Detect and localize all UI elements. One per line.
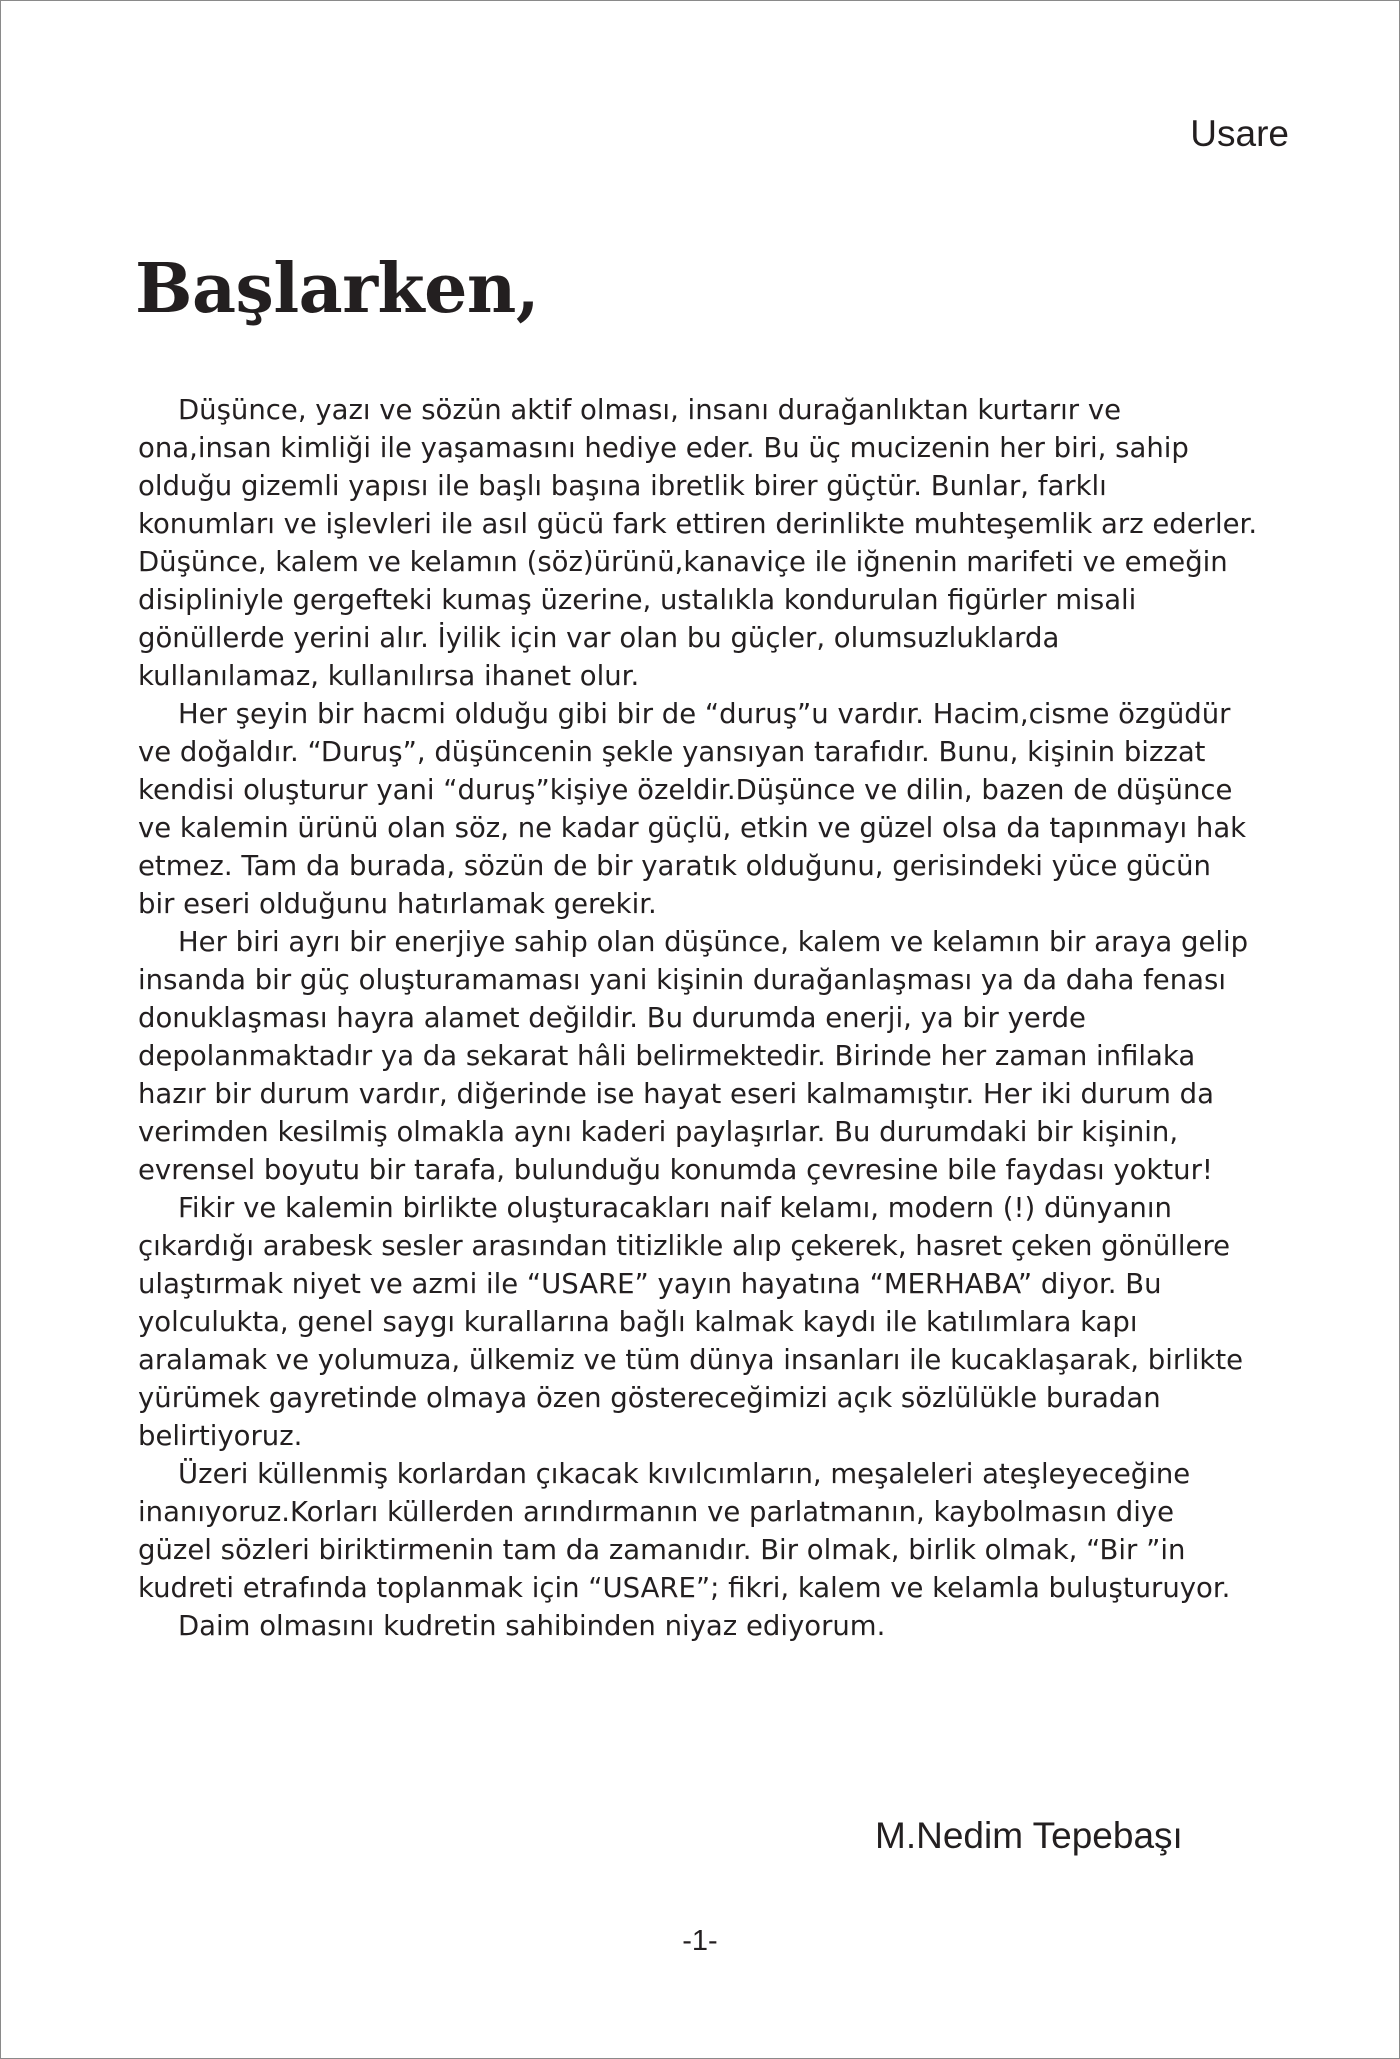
text-line: aralamak ve yolumuza, ülkemiz ve tüm dünya insanları ile kucaklaşarak, birlikte: [138, 1344, 1244, 1376]
text-line: Her biri ayrı bir enerjiye sahip olan düşünce, kalem ve kelamın bir araya gelip: [178, 926, 1249, 958]
text-line: etmez. Tam da burada, sözün de bir yaratık olduğunu, gerisindeki yüce gücün: [138, 850, 1211, 882]
author-signature: M.Nedim Tepebaşı: [875, 1815, 1183, 1856]
text-line: verimden kesilmiş olmakla aynı kaderi paylaşırlar. Bu durumdaki bir kişinin,: [138, 1116, 1179, 1148]
text-line: ve doğaldır. “Duruş”, düşüncenin şekle yansıyan tarafıdır. Bunu, kişinin bizzat: [138, 736, 1206, 768]
text-line: yolculukta, genel saygı kurallarına bağlı kalmak kaydı ile katılımlara kapı: [138, 1306, 1138, 1338]
text-line: kudreti etrafında toplanmak için “USARE”; fikri, kalem ve kelamla buluşturuyor.: [138, 1572, 1231, 1604]
text-line: disipliniyle gergefteki kumaş üzerine, ustalıkla kondurulan figürler misali: [138, 584, 1137, 616]
text-line: Her şeyin bir hacmi olduğu gibi bir de “duruş”u vardır. Hacim,cisme özgüdür: [178, 698, 1231, 730]
text-line: evrensel boyutu bir tarafa, bulunduğu konumda çevresine bile faydası yoktur!: [138, 1154, 1213, 1186]
text-line: gönüllerde yerini alır. İyilik için var olan bu güçler, olumsuzluklarda: [138, 622, 1060, 654]
text-line: güzel sözleri biriktirmenin tam da zamanıdır. Bir olmak, birlik olmak, “Bir ”in: [138, 1534, 1186, 1566]
text-line: belirtiyoruz.: [138, 1420, 303, 1452]
text-line: Üzeri küllenmiş korlardan çıkacak kıvılcımların, meşaleleri ateşleyeceğine: [178, 1458, 1191, 1490]
text-line: donuklaşması hayra alamet değildir. Bu durumda enerji, ya bir yerde: [138, 1002, 1086, 1034]
text-line: kendisi oluşturur yani “duruş”kişiye özeldir.Düşünce ve dilin, bazen de düşünce: [138, 774, 1233, 806]
text-line: depolanmaktadır ya da sekarat hâli belirmektedir. Birinde her zaman infilaka: [138, 1040, 1196, 1072]
text-line: insanda bir güç oluşturamaması yani kişinin durağanlaşması ya da daha fenası: [138, 964, 1226, 996]
text-line: ulaştırmak niyet ve azmi ile “USARE” yayın hayatına “MERHABA” diyor. Bu: [138, 1268, 1162, 1300]
text-line: yürümek gayretinde olmaya özen göstereceğimizi açık sözlülükle buradan: [138, 1382, 1161, 1414]
running-head: Usare: [1190, 113, 1289, 154]
text-line: kullanılamaz, kullanılırsa ihanet olur.: [138, 660, 640, 692]
text-line: Daim olmasını kudretin sahibinden niyaz ediyorum.: [178, 1610, 886, 1642]
text-line: hazır bir durum vardır, diğerinde ise hayat eseri kalmamıştır. Her iki durum da: [138, 1078, 1214, 1110]
text-line: Düşünce, kalem ve kelamın (söz)ürünü,kanaviçe ile iğnenin marifeti ve emeğin: [138, 546, 1228, 578]
body-text: [138, 391, 1288, 1645]
text-line: çıkardığı arabesk sesler arasından titizlikle alıp çekerek, hasret çeken gönüllere: [138, 1230, 1231, 1262]
text-line: ve kalemin ürünü olan söz, ne kadar güçlü, etkin ve güzel olsa da tapınmayı hak: [138, 812, 1247, 844]
page-title: Başlarken,: [135, 249, 540, 329]
text-line: konumları ve işlevleri ile asıl gücü fark ettiren derinlikte muhteşemlik arz ederler.: [138, 508, 1258, 540]
text-line: olduğu gizemli yapısı ile başlı başına ibretlik birer güçtür. Bunlar, farklı: [138, 470, 1107, 502]
page-number: -1-: [682, 1925, 718, 1957]
text-line: inanıyoruz.Korları küllerden arındırmanın ve parlatmanın, kaybolmasın diye: [138, 1496, 1175, 1528]
text-line: Düşünce, yazı ve sözün aktif olması, insanı durağanlıktan kurtarır ve: [178, 394, 1122, 426]
text-line: Fikir ve kalemin birlikte oluşturacakları naif kelamı, modern (!) dünyanın: [178, 1192, 1172, 1224]
text-line: ona,insan kimliği ile yaşamasını hediye eder. Bu üç mucizenin her biri, sahip: [138, 432, 1189, 464]
text-line: bir eseri olduğunu hatırlamak gerekir.: [138, 888, 657, 920]
